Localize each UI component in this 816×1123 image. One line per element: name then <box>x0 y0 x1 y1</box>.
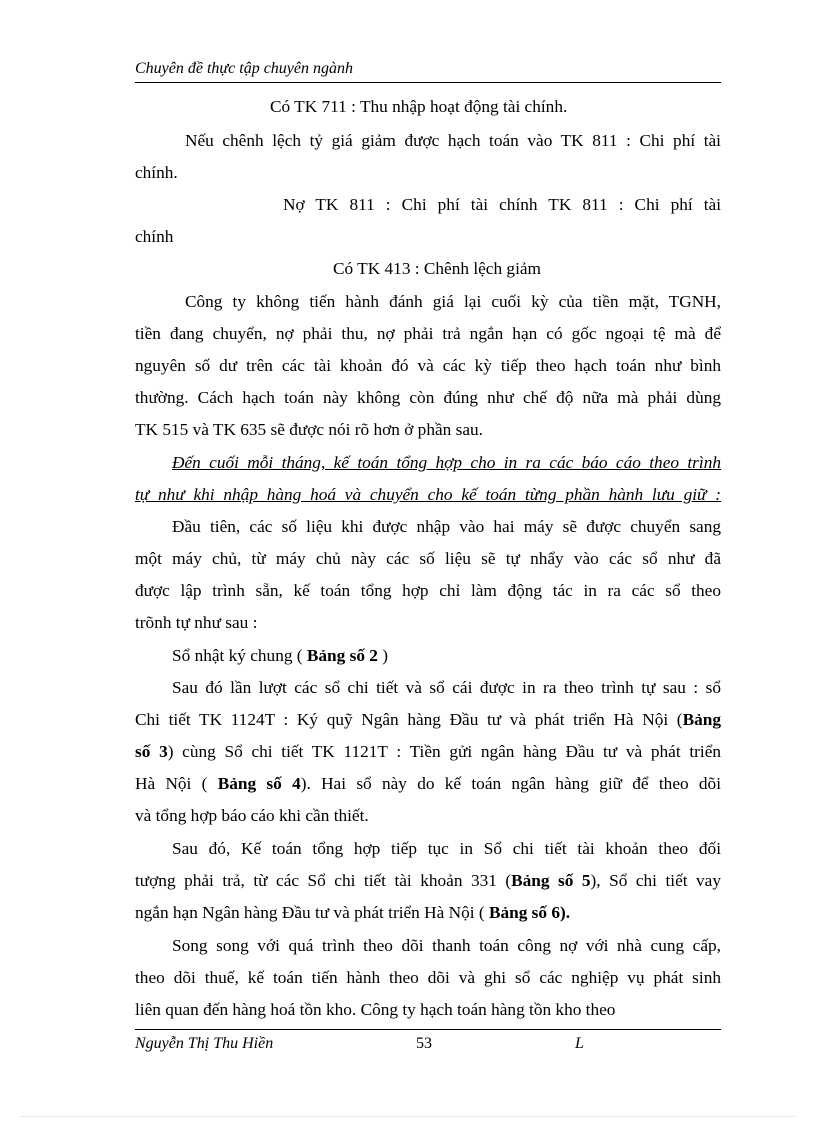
table-reference: Bảng <box>682 710 721 729</box>
footer-author: Nguyễn Thị Thu Hiền <box>135 1035 274 1052</box>
paragraph-line: Sau đó lần lượt các sổ chi tiết và sổ cái được in ra theo trình tự sau : sổ <box>172 678 721 697</box>
paragraph-line: chính <box>135 227 174 246</box>
page-number: 53 <box>416 1035 432 1052</box>
text-segment: ) cùng Sổ chi tiết TK 1121T : Tiền gửi ngân hàng Đầu tư và phát triển <box>167 742 721 761</box>
text-segment: ) <box>377 646 389 665</box>
paragraph-line: tiền đang chuyển, nợ phải thu, nợ phải trả ngắn hạn có gốc ngoại tệ mà để <box>135 324 721 343</box>
footer-mark: L <box>575 1035 584 1052</box>
page-edge-dots <box>20 1116 796 1117</box>
paragraph-line: liên quan đến hàng hoá tồn kho. Công ty hạch toán hàng tồn kho theo <box>135 1000 616 1019</box>
paragraph-line: nguyên số dư trên các tài khoản đó và các kỳ tiếp theo hạch toán như bình <box>135 356 721 375</box>
paragraph-line <box>135 709 721 731</box>
paragraph-line <box>172 645 388 667</box>
paragraph-line: Đầu tiên, các số liệu khi được nhập vào hai máy sẽ được chuyển sang <box>172 517 721 536</box>
paragraph-line <box>135 902 721 924</box>
paragraph-line: được lập trình sẵn, kế toán tổng hợp chỉ làm động tác in ra các sổ theo <box>135 581 721 600</box>
page-header-title: Chuyên đề thực tập chuyên ngành <box>135 60 353 77</box>
paragraph-line: một máy chủ, từ máy chủ này các số liệu sẽ tự nhẩy vào các sổ như đã <box>135 549 721 568</box>
paragraph-line: Song song với quá trình theo dõi thanh toán công nợ với nhà cung cấp, <box>172 936 721 955</box>
table-reference: Bảng số 2 <box>306 646 378 665</box>
paragraph-line <box>135 870 721 892</box>
footer-divider <box>135 1029 721 1030</box>
paragraph-line: Có TK 413 : Chênh lệch giảm <box>333 259 541 278</box>
paragraph-line: và tổng hợp báo cáo khi cần thiết. <box>135 806 369 825</box>
paragraph-line <box>135 773 721 795</box>
paragraph-line: TK 515 và TK 635 sẽ được nói rõ hơn ở phần sau. <box>135 420 483 439</box>
paragraph-line: Công ty không tiến hành đánh giá lại cuối kỳ của tiền mặt, TGNH, <box>185 292 721 311</box>
table-reference: Bảng số 6 <box>488 903 561 922</box>
text-segment: ). Hai sổ này do kế toán ngân hàng giữ để theo dõi <box>300 774 722 793</box>
table-reference: Bảng số 4 <box>217 774 301 793</box>
emphasis-line: tự như khi nhập hàng hoá và chuyển cho kế toán từng phần hành lưu giữ : <box>135 485 721 504</box>
text-segment: Hà Nội ( <box>135 774 218 793</box>
paragraph-line: thường. Cách hạch toán này không còn đúng như chế độ nữa mà phải dùng <box>135 388 721 407</box>
text-segment: ), Sổ chi tiết vay <box>590 871 721 890</box>
paragraph-line: trõnh tự như sau : <box>135 613 258 632</box>
text-segment: Chi tiết TK 1124T : Ký quỹ Ngân hàng Đầu tư và phát triển Hà Nội ( <box>135 710 683 729</box>
text-segment: ngắn hạn Ngân hàng Đầu tư và phát triển Hà Nội ( <box>135 903 489 922</box>
text-segment: ). <box>560 903 571 922</box>
text-segment: Sổ nhật ký chung ( <box>172 646 307 665</box>
text-segment: tượng phải trả, từ các Sổ chi tiết tài khoản 331 ( <box>135 871 512 890</box>
paragraph-line: theo dõi thuế, kế toán tiến hành theo dõi và ghi sổ các nghiệp vụ phát sinh <box>135 968 721 987</box>
paragraph-line <box>135 741 721 763</box>
header-divider <box>135 82 721 83</box>
paragraph-line: chính. <box>135 163 178 182</box>
emphasis-line: Đến cuối mỗi tháng, kế toán tổng hợp cho in ra các báo cáo theo trình <box>172 453 721 472</box>
table-reference: số 3 <box>135 742 168 761</box>
paragraph-line: Nếu chênh lệch tỷ giá giảm được hạch toán vào TK 811 : Chi phí tài <box>185 131 721 150</box>
paragraph-line: Có TK 711 : Thu nhập hoạt động tài chính. <box>270 97 568 116</box>
table-reference: Bảng số 5 <box>511 871 591 890</box>
paragraph-line: Nợ TK 811 : Chi phí tài chính TK 811 : Chi phí tài <box>283 195 721 214</box>
paragraph-line: Sau đó, Kế toán tổng hợp tiếp tục in Sổ chi tiết tài khoản theo đối <box>172 839 721 858</box>
